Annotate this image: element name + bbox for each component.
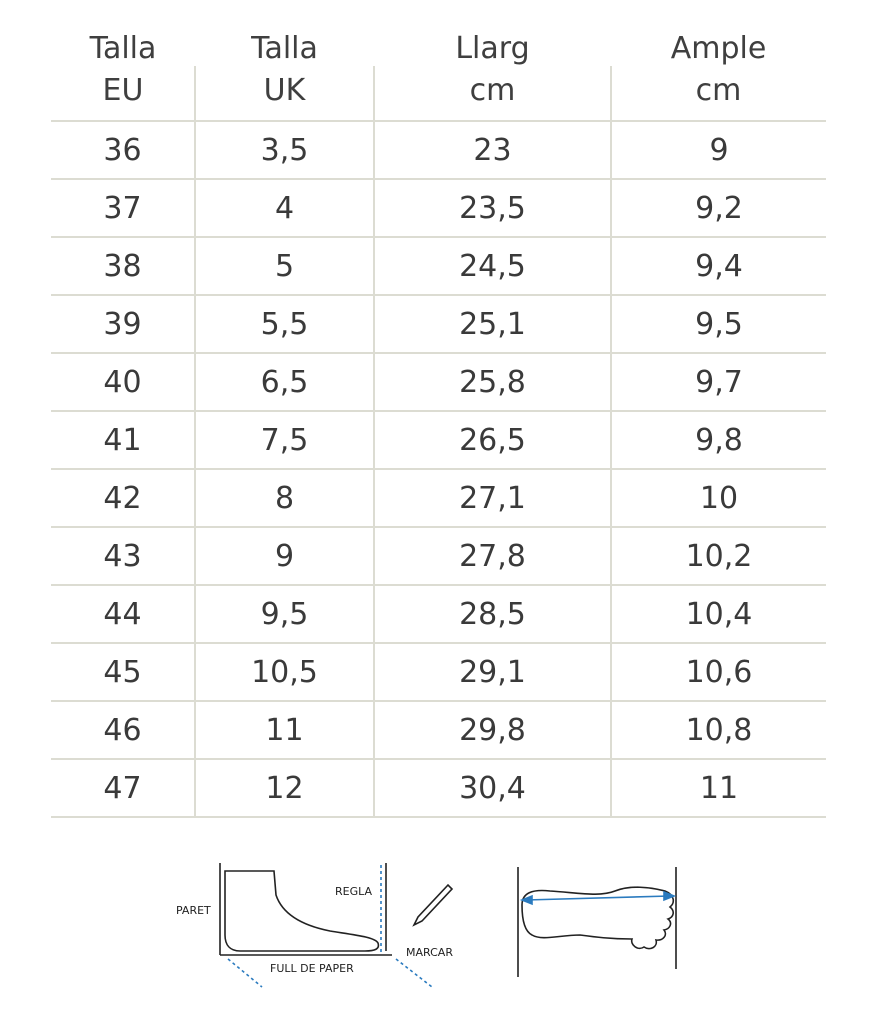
- table-cell: 23,5: [374, 179, 611, 237]
- table-cell: 30,4: [374, 759, 611, 817]
- table-cell: 11: [611, 759, 826, 817]
- table-row: [51, 643, 826, 701]
- table-cell: 46: [51, 701, 195, 759]
- foot-side-icon: [225, 871, 378, 951]
- table-cell: 10,6: [611, 643, 826, 701]
- table-row: [51, 469, 826, 527]
- table-cell: 10,4: [611, 585, 826, 643]
- table-cell: 38: [51, 237, 195, 295]
- header-line2: cm: [469, 73, 516, 108]
- pencil-icon: [414, 885, 452, 925]
- table-row: [51, 585, 826, 643]
- table-cell: 10: [611, 469, 826, 527]
- table-cell: 7,5: [195, 411, 374, 469]
- label-marcar: MARCAR: [406, 946, 453, 959]
- table-cell: 9,4: [611, 237, 826, 295]
- header-talla-uk: [195, 28, 374, 121]
- header-line1: Llarg: [455, 31, 530, 66]
- table-cell: 10,2: [611, 527, 826, 585]
- header-llarg: [374, 28, 611, 121]
- header-line2: EU: [102, 73, 144, 108]
- header-separator: [194, 66, 196, 120]
- table-cell: 5,5: [195, 295, 374, 353]
- table-cell: 29,1: [374, 643, 611, 701]
- table-cell: 37: [51, 179, 195, 237]
- table-row: [51, 759, 826, 817]
- table-row: [51, 121, 826, 179]
- header-separator: [373, 66, 375, 120]
- paper-edge-right: [396, 959, 432, 987]
- table-cell: 9,2: [611, 179, 826, 237]
- table-row: [51, 179, 826, 237]
- header-row: [51, 28, 826, 121]
- table-cell: 36: [51, 121, 195, 179]
- table-cell: 4: [195, 179, 374, 237]
- table-cell: 44: [51, 585, 195, 643]
- label-paret: PARET: [176, 904, 211, 917]
- header-line1: Talla: [251, 31, 318, 66]
- table-cell: 3,5: [195, 121, 374, 179]
- table-cell: 9,5: [195, 585, 374, 643]
- table-cell: 9: [611, 121, 826, 179]
- table-row: [51, 353, 826, 411]
- table-cell: 27,8: [374, 527, 611, 585]
- header-separator: [610, 66, 612, 120]
- table-cell: 27,1: [374, 469, 611, 527]
- header-line1: Talla: [89, 31, 157, 66]
- table-cell: 10,5: [195, 643, 374, 701]
- table-cell: 12: [195, 759, 374, 817]
- table-cell: 42: [51, 469, 195, 527]
- table-cell: 11: [195, 701, 374, 759]
- top-view-illustration: [518, 867, 676, 977]
- table-cell: 8: [195, 469, 374, 527]
- header-ample: [611, 28, 826, 121]
- table-cell: 25,8: [374, 353, 611, 411]
- table-cell: 24,5: [374, 237, 611, 295]
- header-talla-eu: [51, 28, 195, 121]
- label-full-de-paper: FULL DE PAPER: [270, 962, 354, 975]
- table-cell: 43: [51, 527, 195, 585]
- table-cell: 45: [51, 643, 195, 701]
- table-cell: 9,8: [611, 411, 826, 469]
- table-cell: 28,5: [374, 585, 611, 643]
- table-cell: 23: [374, 121, 611, 179]
- table-row: [51, 527, 826, 585]
- table-cell: 9: [195, 527, 374, 585]
- header-line2: UK: [263, 73, 306, 108]
- table-cell: 5: [195, 237, 374, 295]
- table-cell: 47: [51, 759, 195, 817]
- size-table: [51, 28, 826, 818]
- foot-measurement-diagram: [170, 855, 690, 995]
- table-body: [51, 121, 826, 817]
- table-cell: 29,8: [374, 701, 611, 759]
- table-cell: 41: [51, 411, 195, 469]
- table-cell: 26,5: [374, 411, 611, 469]
- table-cell: 25,1: [374, 295, 611, 353]
- table-row: [51, 237, 826, 295]
- paper-edge-left: [228, 959, 262, 987]
- table-row: [51, 701, 826, 759]
- table-row: [51, 295, 826, 353]
- table-cell: 9,5: [611, 295, 826, 353]
- table-cell: 40: [51, 353, 195, 411]
- table-cell: 39: [51, 295, 195, 353]
- table-cell: 9,7: [611, 353, 826, 411]
- label-regla: REGLA: [335, 885, 373, 898]
- table-cell: 10,8: [611, 701, 826, 759]
- table-cell: 6,5: [195, 353, 374, 411]
- header-line1: Ample: [670, 31, 767, 66]
- header-line2: cm: [695, 73, 742, 108]
- table-row: [51, 411, 826, 469]
